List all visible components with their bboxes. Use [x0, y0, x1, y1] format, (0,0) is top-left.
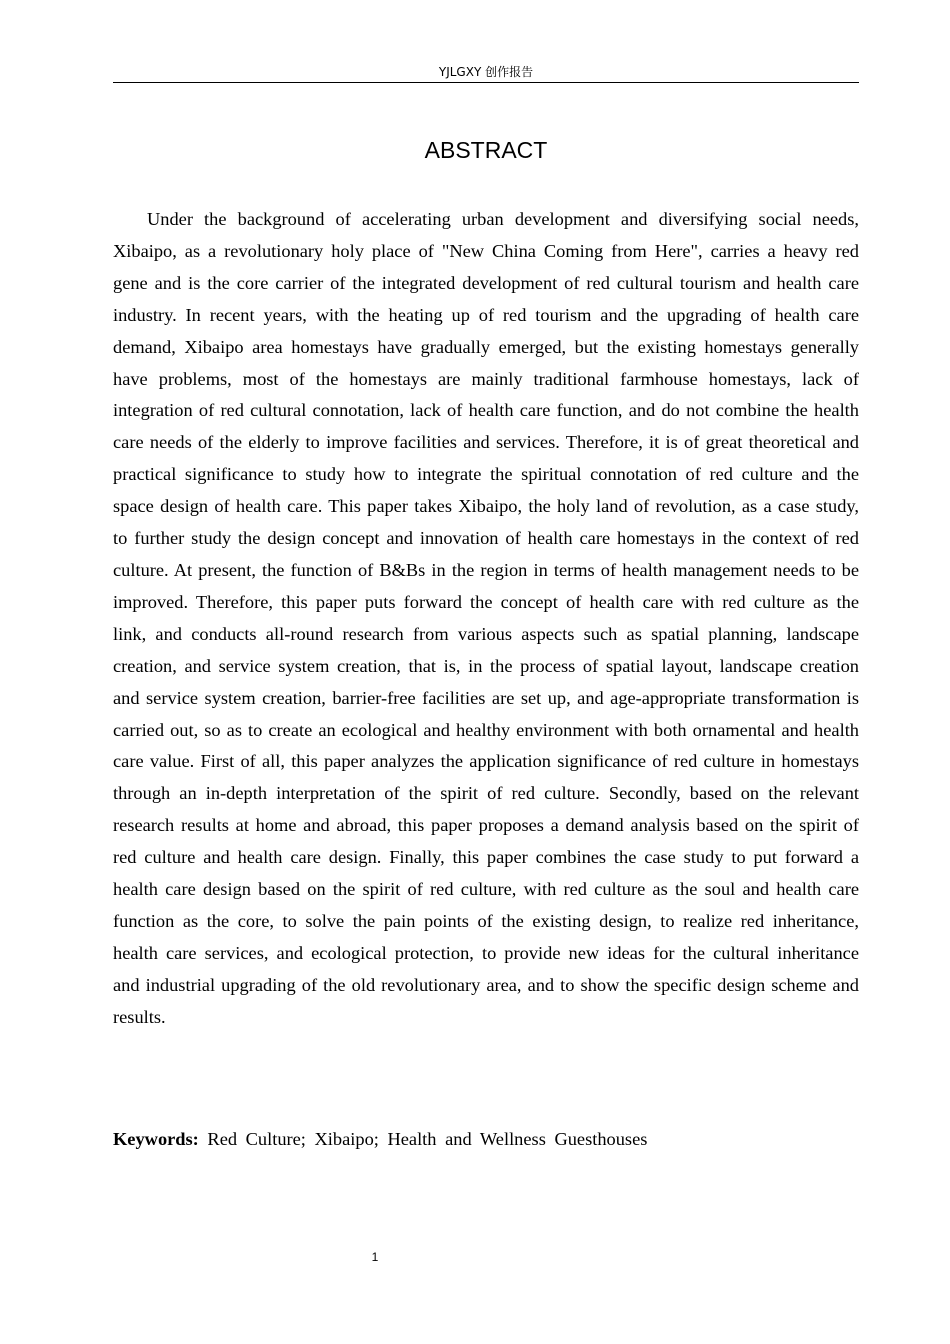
keywords-line: [113, 1124, 859, 1154]
running-header: YJLGXY 创作报告: [113, 64, 859, 83]
keywords-label: Keywords:: [113, 1129, 199, 1149]
keywords-text: Red Culture; Xibaipo; Health and Wellness Guesthouses: [207, 1129, 648, 1149]
abstract-body: Under the background of accelerating urban development and diversifying social needs, Xibaipo, as a revolutionary holy place of "New China Coming from Here", carries a heavy red gene and is the core carrier of the integrated development of red cultural tourism and health care industry. In recent years, with the heating up of red tourism and the upgrading of health care demand, Xibaipo area homestays have gradually emerged, but the existing homestays generally have problems, most of the homestays are mainly traditional farmhouse homestays, lack of integration of red cultural connotation, lack of health care function, and do not combine the health care needs of the elderly to improve facilities and services. Therefore, it is of great theoretical and practical significance to study how to integrate the spiritual connotation of red culture and the space design of health care. This paper takes Xibaipo, the holy land of revolution, as a case study, to further study the design concept and innovation of health care homestays in the context of red culture. At present, the function of B&Bs in the region in terms of health management needs to be improved. Therefore, this paper puts forward the concept of health care with red culture as the link, and conducts all-round research from various aspects such as spatial planning, landscape creation, and service system creation, that is, in the process of spatial layout, landscape creation and service system creation, barrier-free facilities are set up, and age-appropriate transformation is carried out, so as to create an ecological and healthy environment with both ornamental and health care value. First of all, this paper analyzes the application significance of red culture in homestays through an in-depth interpretation of the spirit of red culture. Secondly, based on the relevant research results at home and abroad, this paper proposes a demand analysis based on the spirit of red culture and health care design. Finally, this paper combines the case study to put forward a health care design based on the spirit of red culture, with red culture as the soul and health care function as the core, to solve the pain points of the existing design, to realize red inheritance, health care services, and ecological protection, to provide new ideas for the cultural inheritance and industrial upgrading of the old revolutionary area, and to show the specific design scheme and results.: [113, 209, 859, 1027]
abstract-title: ABSTRACT: [424, 137, 548, 163]
page-number: 1: [371, 1250, 379, 1264]
